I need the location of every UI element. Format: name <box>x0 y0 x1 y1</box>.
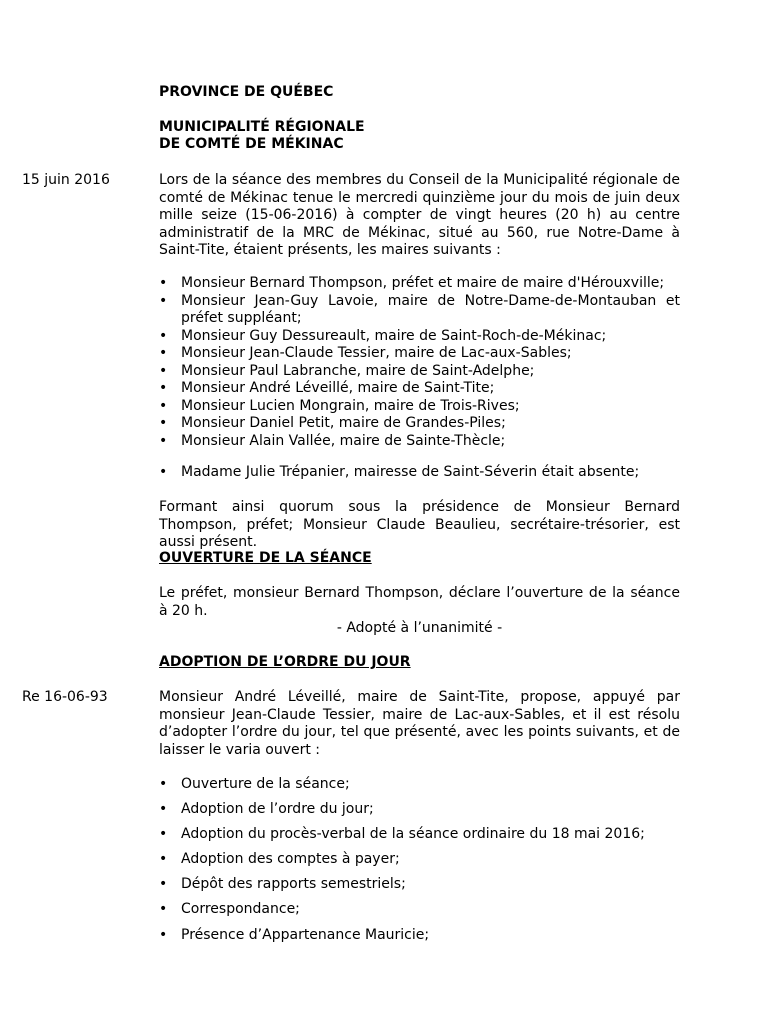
province-title: PROVINCE DE QUÉBEC <box>159 84 334 100</box>
present-member-text: Monsieur Bernard Thompson, préfet et maire de maire d'Hérouxville; <box>181 275 665 291</box>
opening-paragraph: Le préfet, monsieur Bernard Thompson, déclare l’ouverture de la séance à 20 h. <box>159 585 680 619</box>
agenda-paragraph: Monsieur André Léveillé, maire de Saint-Tite, propose, appuyé par monsieur Jean-Claude Tessier, maire de Lac-aux-Sables, et il est résolu d’adopter l’ordre du jour, tel que présenté, avec les points suivants, et de laisser le varia ouvert : <box>159 689 680 758</box>
list-item <box>159 345 680 363</box>
bullet-icon: • <box>159 362 168 379</box>
bullet-icon: • <box>159 380 168 396</box>
bullet-icon: • <box>159 876 168 893</box>
bullet-icon: • <box>159 275 168 291</box>
bullet-icon: • <box>159 432 168 449</box>
list-item <box>159 415 680 433</box>
list-item <box>159 380 680 398</box>
absent-member-text: Madame Julie Trépanier, mairesse de Saint-Séverin était absente; <box>181 464 640 480</box>
list-item <box>159 328 680 346</box>
bullet-icon: • <box>159 851 168 868</box>
present-members-list <box>159 275 680 450</box>
list-item <box>159 433 680 451</box>
present-member-text: Monsieur Jean-Guy Lavoie, maire de Notre-Dame-de-Montauban et préfet suppléant; <box>181 292 680 326</box>
list-item <box>159 363 680 381</box>
bullet-icon: • <box>159 415 168 431</box>
bullet-icon: • <box>159 801 168 818</box>
bullet-icon: • <box>159 826 168 843</box>
agenda-item-text: Correspondance; <box>181 901 300 918</box>
list-item <box>159 901 680 919</box>
present-member-text: Monsieur Guy Dessureault, maire de Saint-Roch-de-Mékinac; <box>181 327 607 344</box>
list-item <box>159 851 680 869</box>
bullet-icon: • <box>159 345 168 361</box>
list-item <box>159 927 680 945</box>
session-intro-paragraph: Lors de la séance des membres du Conseil de la Municipalité régionale de comté de Mékinac tenue le mercredi quinzième jour du mois de juin deux mille seize (15-06-2016) à compter de vingt heures (20 h) au centre administratif de la MRC de Mékinac, situé au 560, rue Notre-Dame à Saint-Tite, étaient présents, les maires suivants : <box>159 172 680 258</box>
bullet-icon: • <box>159 292 168 309</box>
bullet-icon: • <box>159 464 168 480</box>
quorum-paragraph: Formant ainsi quorum sous la présidence de Monsieur Bernard Thompson, préfet; Monsieur Claude Beaulieu, secrétaire-trésorier, est aussi présent. <box>159 499 680 550</box>
list-item <box>159 398 680 416</box>
agenda-heading: ADOPTION DE L’ORDRE DU JOUR <box>159 654 411 670</box>
bullet-icon: • <box>159 397 168 414</box>
present-member-text: Monsieur Lucien Mongrain, maire de Trois-Rives; <box>181 397 520 414</box>
bullet-icon: • <box>159 327 168 344</box>
bullet-icon: • <box>159 926 168 943</box>
agenda-item-text: Adoption du procès-verbal de la séance ordinaire du 18 mai 2016; <box>181 826 645 843</box>
agenda-item-text: Adoption de l’ordre du jour; <box>181 801 374 818</box>
present-member-text: Monsieur Alain Vallée, maire de Sainte-Thècle; <box>181 432 506 449</box>
list-item <box>159 275 680 293</box>
list-item <box>159 293 680 328</box>
list-item <box>159 826 680 844</box>
present-member-text: Monsieur Jean-Claude Tessier, maire de Lac-aux-Sables; <box>181 345 572 361</box>
agenda-item-text: Présence d’Appartenance Mauricie; <box>181 926 430 943</box>
present-member-text: Monsieur Daniel Petit, maire de Grandes-Piles; <box>181 415 506 431</box>
present-member-text: Monsieur André Léveillé, maire de Saint-Tite; <box>181 380 495 396</box>
municipality-title-line2: DE COMTÉ DE MÉKINAC <box>159 136 344 152</box>
session-date: 15 juin 2016 <box>22 172 110 188</box>
list-item <box>159 464 680 482</box>
resolution-number: Re 16-06-93 <box>22 689 108 705</box>
opening-heading: OUVERTURE DE LA SÉANCE <box>159 550 372 566</box>
municipality-title-line1: MUNICIPALITÉ RÉGIONALE <box>159 119 365 135</box>
present-member-text: Monsieur Paul Labranche, maire de Saint-Adelphe; <box>181 362 535 379</box>
list-item <box>159 876 680 894</box>
absent-members-list <box>159 464 680 482</box>
agenda-items-list <box>159 776 680 952</box>
bullet-icon: • <box>159 901 168 918</box>
list-item <box>159 776 680 794</box>
bullet-icon: • <box>159 776 168 792</box>
list-item <box>159 801 680 819</box>
opening-adopted-note: - Adopté à l’unanimité - <box>336 620 503 636</box>
agenda-item-text: Ouverture de la séance; <box>181 776 350 792</box>
agenda-item-text: Adoption des comptes à payer; <box>181 851 400 868</box>
agenda-item-text: Dépôt des rapports semestriels; <box>181 876 406 893</box>
